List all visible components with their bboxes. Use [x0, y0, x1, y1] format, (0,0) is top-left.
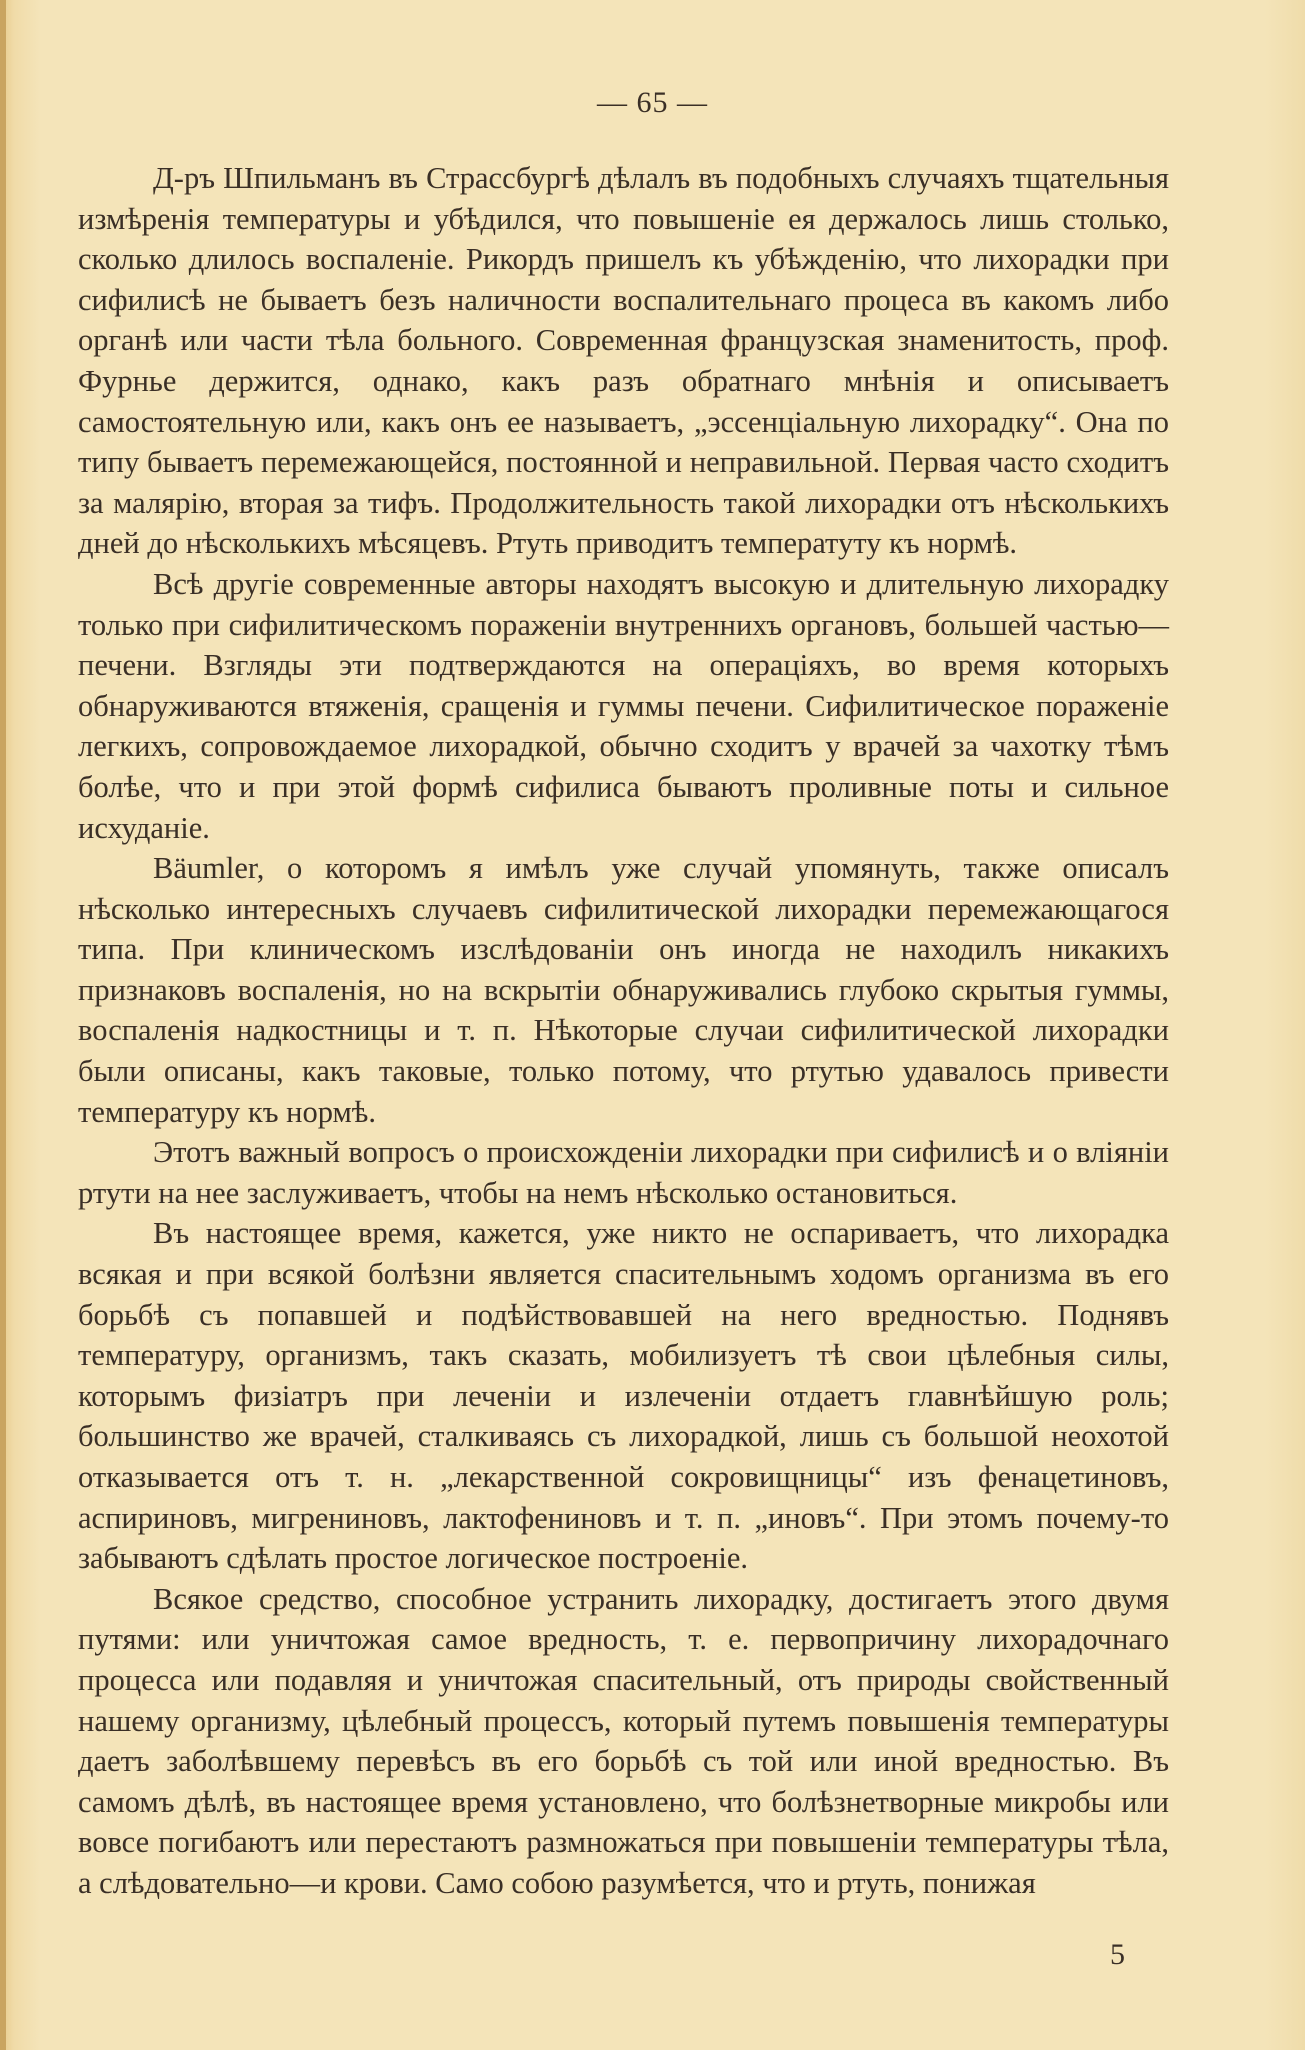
paragraph: Д-ръ Шпильманъ въ Страссбургѣ дѣлалъ въ подобныхъ случаяхъ тщательныя измѣренія температуры и убѣдился, что повышеніе ея держалось лишь столько, сколько длилось воспаленіе. Рикордъ пришелъ къ убѣжденію, что лихорадки при сифилисѣ не бываетъ безъ наличности воспалительнаго процеса въ какомъ либо органѣ или части тѣла больного. Современная французская знаменитость, проф. Фурнье держится, однако, какъ разъ обратнаго мнѣнія и описываетъ самостоятельную или, какъ онъ ее называетъ, „эссенціальную лихорадку“. Она по типу бываетъ перемежающейся, постоянной и неправильной. Первая часто сходитъ за малярію, вторая за тифъ. Продолжительность такой лихорадки отъ нѣсколькихъ дней до нѣсколькихъ мѣсяцевъ. Ртуть приводитъ температуту къ нормѣ. — [78, 161, 1169, 561]
signature-mark: 5 — [1110, 1938, 1125, 1971]
body-text — [78, 158, 1169, 1904]
paragraph: Въ настоящее время, кажется, уже никто не оспариваетъ, что лихорадка всякая и при всякой болѣзни является спасительнымъ ходомъ организма въ его борьбѣ съ попавшей и подѣйствовавшей на него вредностью. Поднявъ температуру, организмъ, такъ сказать, мобилизуетъ тѣ свои цѣлебныя силы, которымъ физіатръ при леченіи и излеченіи отдаетъ главнѣйшую роль; большинство же врачей, сталкиваясь съ лихорадкой, лишь съ большой неохотой отказывается отъ т. н. „лекарственной сокровищницы“ изъ фенацетиновъ, аспириновъ, мигрениновъ, лактофениновъ и т. п. „иновъ“. При этомъ почему-то забываютъ сдѣлать простое логическое построеніе. — [78, 1216, 1169, 1576]
paragraph: Этотъ важный вопросъ о происхожденіи лихорадки при сифилисѣ и о вліяніи ртути на нее заслуживаетъ, чтобы на немъ нѣсколько остановиться. — [78, 1135, 1169, 1210]
page-edge — [0, 0, 6, 2050]
page-number: — 65 — — [597, 86, 708, 119]
paragraph: Всѣ другіе современные авторы находятъ высокую и длительную лихорадку только при сифилитическомъ пораженіи внутреннихъ органовъ, большей частью—печени. Взгляды эти подтверждаются на операціяхъ, во время которыхъ обнаруживаются втяженія, сращенія и гуммы печени. Сифилитическое пораженіе легкихъ, сопровождаемое лихорадкой, обычно сходитъ у врачей за чахотку тѣмъ болѣе, что и при этой формѣ сифилиса бываютъ проливные поты и сильное исхуданіе. — [78, 566, 1169, 845]
paragraph: Bäumler, о которомъ я имѣлъ уже случай упомянуть, также описалъ нѣсколько интересныхъ случаевъ сифилитической лихорадки перемежающагося типа. При клиническомъ изслѣдованіи онъ иногда не находилъ никакихъ признаковъ воспаленія, но на вскрытіи обнаруживались глубоко скрытыя гуммы, воспаленія надкостницы и т. п. Нѣкоторые случаи сифилитической лихорадки были описаны, какъ таковые, только потому, что ртутью удавалось привести температуру къ нормѣ. — [78, 851, 1169, 1129]
paragraph: Всякое средство, способное устранить лихорадку, достигаетъ этого двумя путями: или уничтожая самое вредность, т. е. первопричину лихорадочнаго процесса или подавляя и уничтожая спасительный, отъ природы свойственный нашему организму, цѣлебный процессъ, который путемъ повышенія температуры даетъ заболѣвшему перевѣсъ въ его борьбѣ съ той или иной вредностью. Въ самомъ дѣлѣ, въ настоящее время установлено, что болѣзнетворные микробы или вовсе погибаютъ или перестаютъ размножаться при повышеніи температуры тѣла, а слѣдовательно—и крови. Само собою разумѣется, что и ртуть, понижая — [78, 1581, 1169, 1900]
